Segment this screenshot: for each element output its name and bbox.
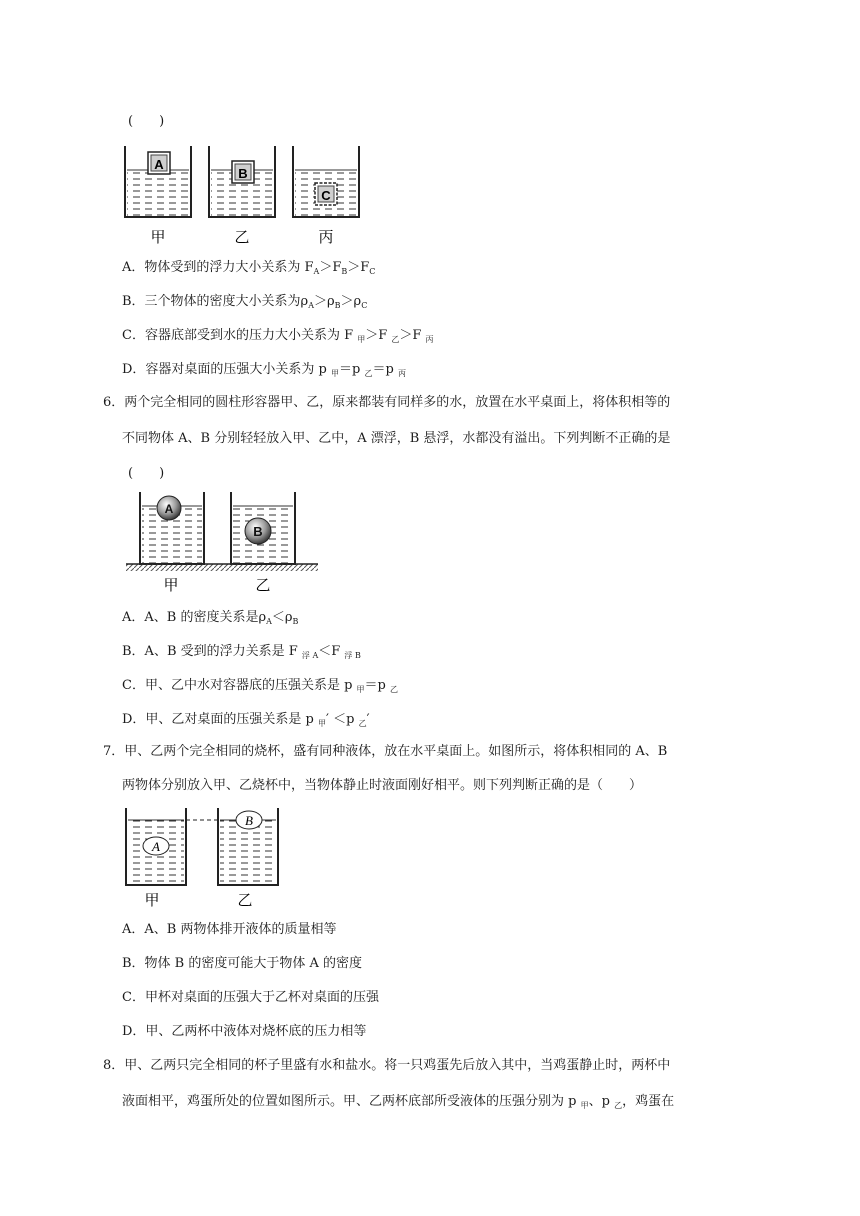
block-c-label: C <box>321 188 331 203</box>
q8-stem-line2: 液面相平，鸡蛋所处的位置如图所示。甲、乙两杯底部所受液体的压强分别为 p $_甲$、p $_乙$，鸡蛋在 <box>122 1094 675 1110</box>
label-bing: 丙 <box>318 228 334 246</box>
q5-container-yi <box>209 146 275 217</box>
q6-figure <box>124 488 320 596</box>
label-yi: 乙 <box>234 228 250 246</box>
q5-answer-paren: ( ) <box>128 114 165 129</box>
label-yi: 乙 <box>255 576 271 594</box>
q6-container-yi <box>231 492 295 564</box>
object-b-label: B <box>245 813 253 828</box>
q6-option-a[interactable]: A．A、B 的密度关系是$\rho_A<\rho_B$ <box>122 610 299 626</box>
block-a-label: A <box>154 157 164 172</box>
q5-option-c[interactable]: C．容器底部受到水的压力大小关系为 F $_甲$＞F $_乙$＞F $_丙$ <box>122 328 434 344</box>
q5-option-d[interactable]: D．容器对桌面的压强大小关系为 p $_甲$＝p $_乙$＝p $_丙$ <box>122 362 406 378</box>
q7-figure <box>120 806 290 910</box>
label-yi: 乙 <box>237 891 253 909</box>
q6-option-b[interactable]: B．A、B 受到的浮力关系是 F $_{浮 A}$＜F $_{浮 B}$ <box>122 644 361 660</box>
q6-stem-line2: 不同物体 A、B 分别轻轻放入甲、乙中，A 漂浮，B 悬浮，水都没有溢出。下列判断不正确的是 <box>122 431 671 446</box>
q7-option-c[interactable]: C．甲杯对桌面的压强大于乙杯对桌面的压强 <box>122 990 379 1005</box>
ball-b-label: B <box>253 524 263 539</box>
q7-option-b[interactable]: B．物体 B 的密度可能大于物体 A 的密度 <box>122 956 363 971</box>
q7-option-a[interactable]: A．A、B 两物体排开液体的质量相等 <box>122 922 337 937</box>
q5-container-bing <box>293 146 359 217</box>
q7-option-d[interactable]: D．甲、乙两杯中液体对烧杯底的压力相等 <box>122 1024 367 1039</box>
q7-stem-line2: 两物体分别放入甲、乙烧杯中，当物体静止时液面刚好相平。则下列判断正确的是（ ） <box>122 778 643 793</box>
q5-option-b[interactable]: B．三个物体的密度大小关系为$\rho_A>\rho_B>\rho_C$ <box>122 294 368 310</box>
block-b-label: B <box>238 166 248 181</box>
q7-stem-line1: 7．甲、乙两个完全相同的烧杯，盛有同种液体，放在水平桌面上。如图所示，将体积相同的 A、B <box>103 744 668 759</box>
q8-stem-line1: 8．甲、乙两只完全相同的杯子里盛有水和盐水。将一只鸡蛋先后放入其中，当鸡蛋静止时，两杯中 <box>103 1058 671 1073</box>
table-surface <box>126 564 318 571</box>
label-jia: 甲 <box>150 228 166 246</box>
q6-stem-line1: 6．两个完全相同的圆柱形容器甲、乙，原来都装有同样多的水，放置在水平桌面上，将体积相等的 <box>103 395 671 410</box>
object-a-label: A <box>152 839 160 854</box>
q5-figure <box>120 140 370 248</box>
ball-a-label: A <box>164 502 174 516</box>
label-jia: 甲 <box>163 576 179 594</box>
label-jia: 甲 <box>144 891 160 909</box>
q6-answer-paren: ( ) <box>128 466 165 481</box>
q5-option-a[interactable]: A．物体受到的浮力大小关系为 $F_A>F_B>F_C$ <box>122 260 376 276</box>
q6-option-d[interactable]: D．甲、乙对桌面的压强关系是 p $_甲$′ ＜p $_乙$′ <box>122 712 370 728</box>
q6-option-c[interactable]: C．甲、乙中水对容器底的压强关系是 p $_甲$＝p $_乙$ <box>122 678 399 694</box>
